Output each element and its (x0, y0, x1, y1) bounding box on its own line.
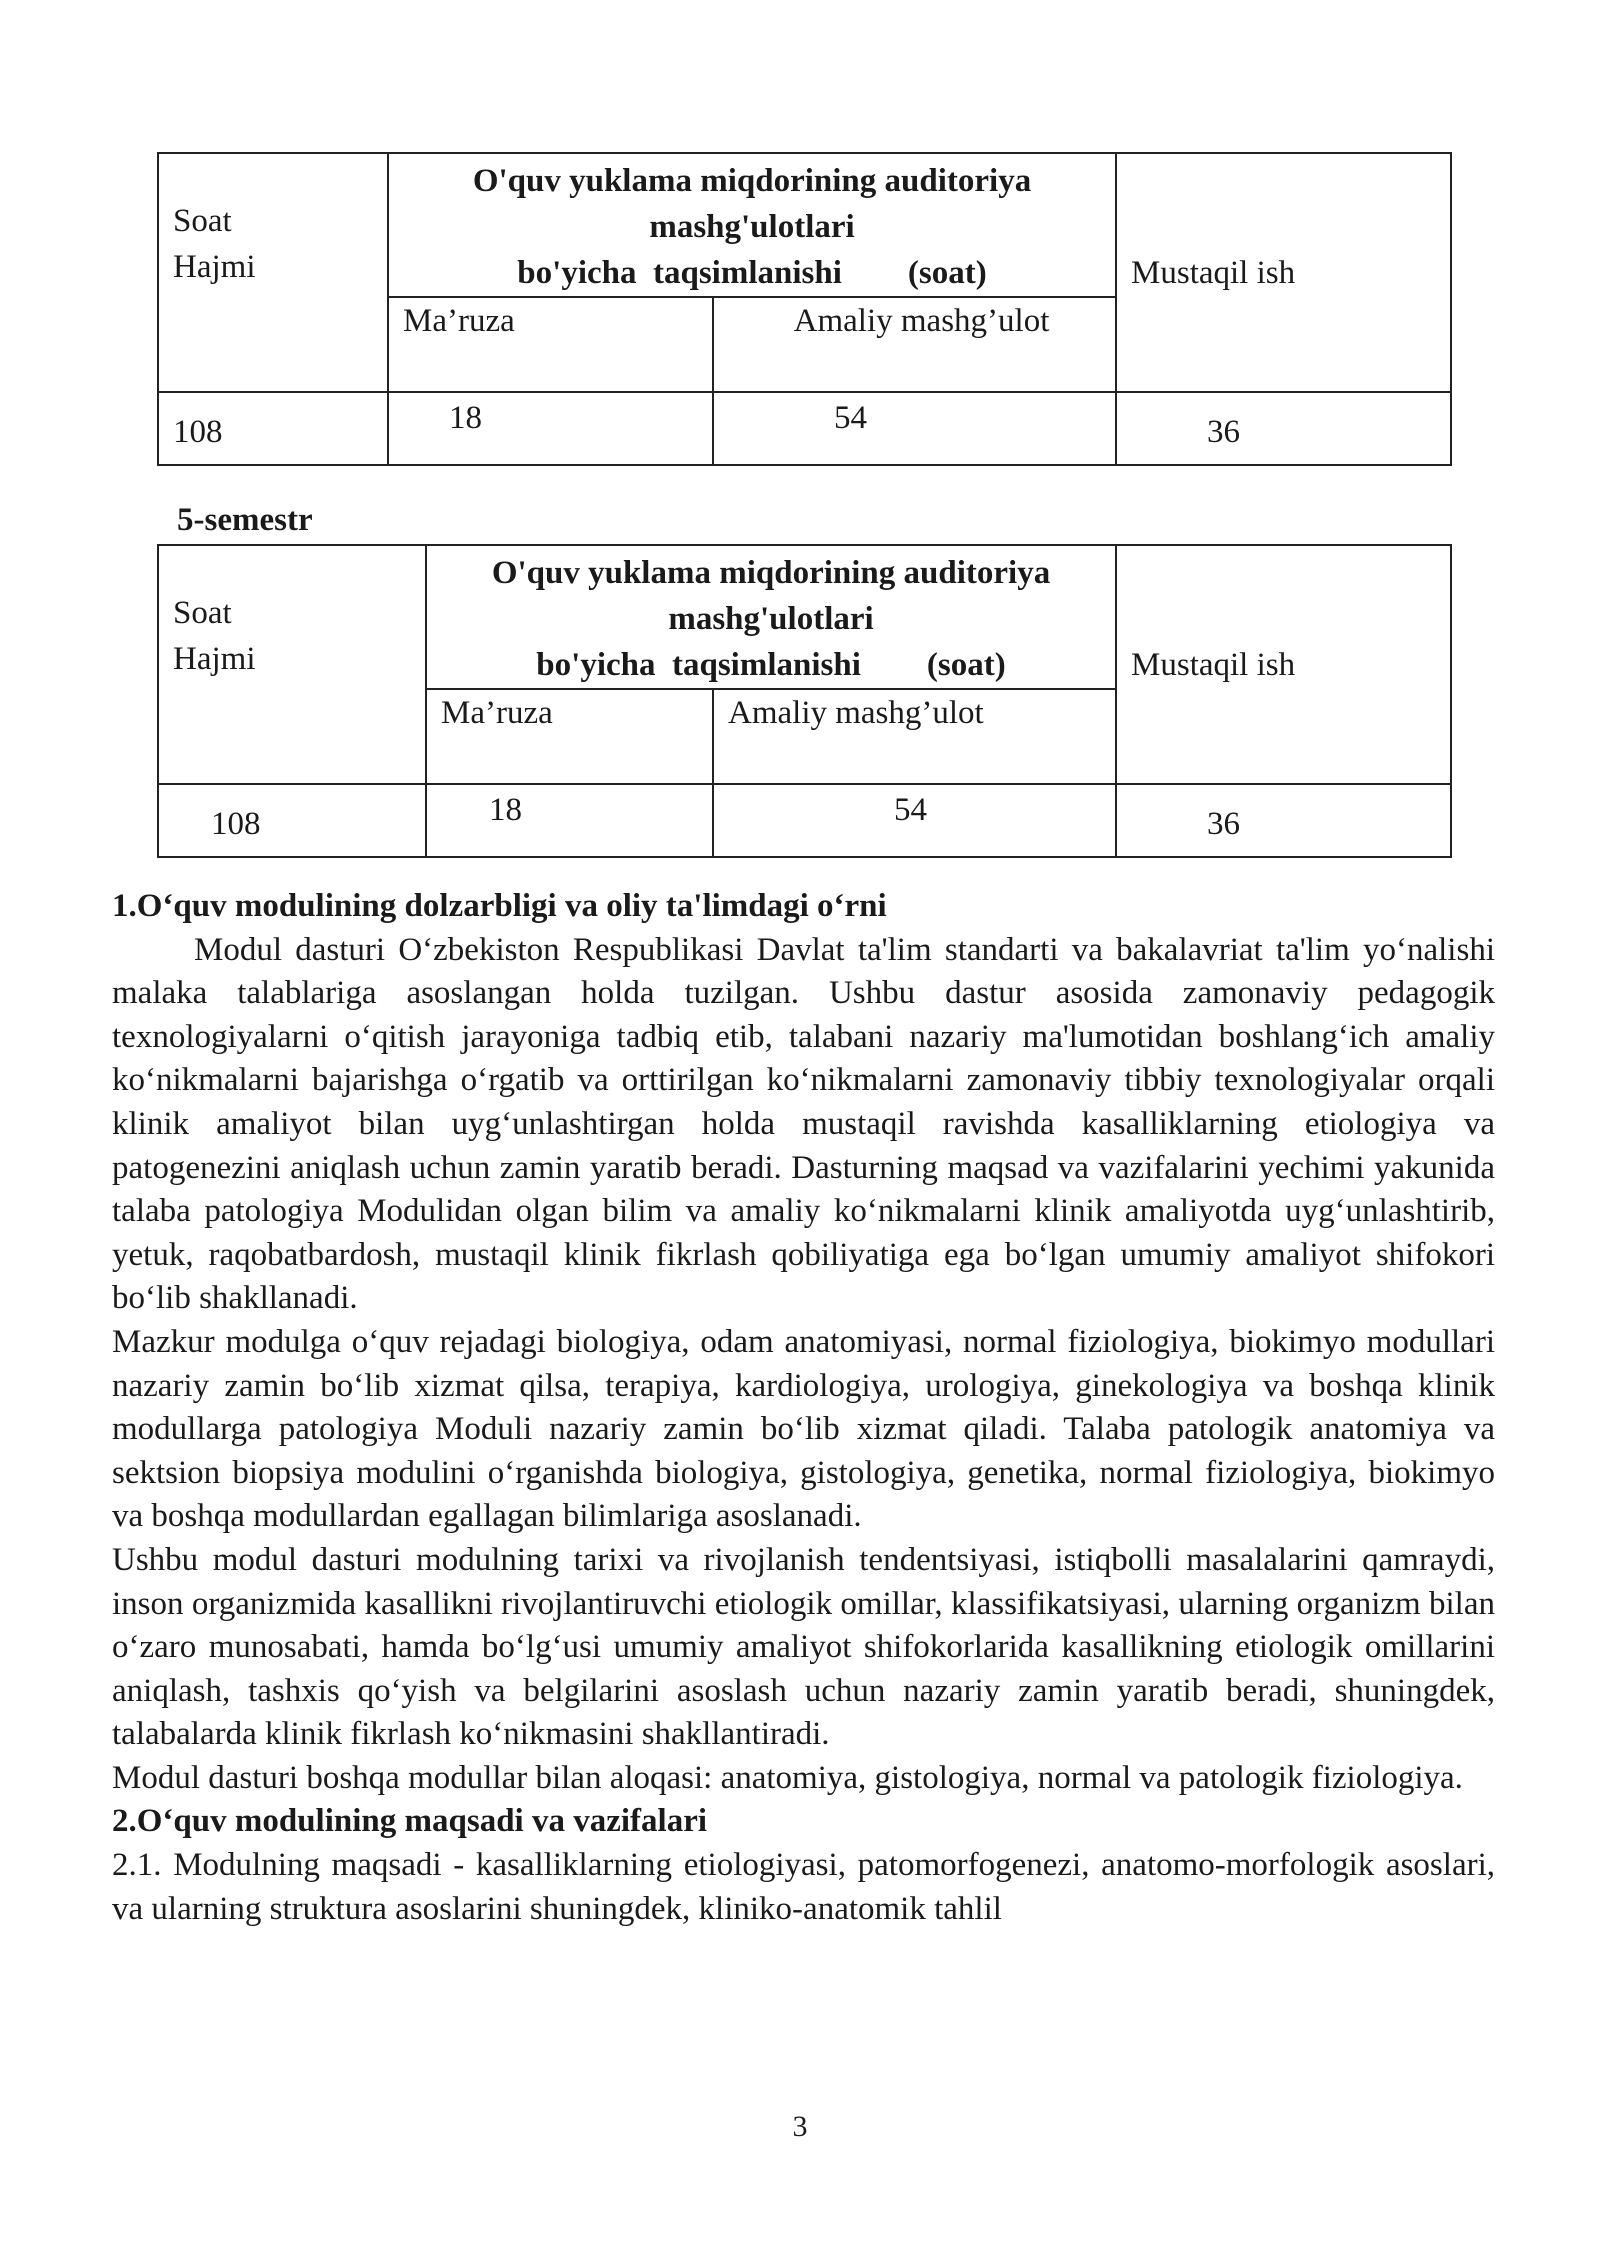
maruza-value: 18 (449, 400, 482, 436)
hajmi-label: Hajmi (173, 249, 256, 285)
semestr-label: 5-semestr (177, 502, 313, 538)
header-line-1: O'quv yuklama miqdorining auditoriya (491, 555, 1051, 591)
mustaqil-value: 36 (1207, 806, 1241, 842)
section-1-heading: 1.O‘quv modulining dolzarbligi va oliy ta'limdagi o‘rni (112, 888, 887, 924)
header-line-3: bo'yicha taqsimlanishi (soat) (536, 647, 1006, 683)
auditoriya-header (426, 545, 1116, 689)
amaliy-value: 54 (834, 400, 867, 436)
soat-label: Soat (173, 595, 232, 631)
section-1-paragraph: Modul dasturi O‘zbekiston Respublikasi Davlat ta'lim standarti va bakalavriat ta'lim yo‘nalishi malaka talablariga asoslangan holda tuzilgan. Ushbu dastur asosida zamonaviy pedagogik texnologiyalarni o‘qitish jarayoniga tadbiq etib, talabani nazariy ma'lumotidan boshlang‘ich amaliy ko‘nikmalarni bajarishga o‘rgatib va orttirilgan ko‘nikmalarni zamonaviy tibbiy texnologiyalar orqali klinik amaliyot bilan uyg‘unlashtirgan holda mustaqil ravishda kasalliklarning etiologiya va patogenezini aniqlash uchun zamin yaratib beradi. Dasturning maqsad va vazifalarini yechimi yakunida talaba patologiya Modulidan olgan bilim va amaliy ko‘nikmalarni klinik amaliyotda uyg‘unlashtirib, yetuk, raqobatbardosh, mustaqil klinik fikrlash qobiliyatiga ega bo‘lgan umumiy amaliyot shifokori bo‘lib shakllanadi. (112, 931, 1495, 1317)
section-2-heading: 2.O‘quv modulining maqsadi va vazifalari (112, 1803, 708, 1840)
maruza-value: 18 (489, 792, 522, 828)
header-line-2: mashg'ulotlari (668, 601, 874, 637)
soat-value: 108 (211, 806, 261, 842)
soat-label: Soat (173, 203, 232, 239)
section-2-paragraph: 2.1. Modulning maqsadi - kasalliklarning etiologiyasi, patomorfogenezi, anatomo-morfologik asoslari, va ularning struktura asoslarini shuningdek, kliniko-anatomik tahlil (112, 1847, 1495, 1927)
amaliy-value: 54 (894, 792, 927, 828)
amaliy-header: Amaliy mashg’ulot (713, 297, 1116, 392)
section-1-paragraph: Modul dasturi boshqa modullar bilan aloqasi: anatomiya, gistologiya, normal va patologik fiziologiya. (112, 1759, 1463, 1796)
mustaqil-value: 36 (1207, 414, 1241, 450)
amaliy-header: Amaliy mashg’ulot (713, 689, 1116, 784)
maruza-header: Ma’ruza (388, 297, 713, 392)
hours-table-2 (157, 544, 1452, 858)
table-row (158, 784, 1451, 857)
mustaqil-header: Mustaqil ish (1116, 545, 1451, 784)
document-body (112, 885, 1495, 1931)
auditoriya-header (388, 153, 1116, 297)
section-1-paragraph: Ushbu modul dasturi modulning tarixi va rivojlanish tendentsiyasi, istiqbolli masalalarini qamraydi, inson organizmida kasallikni rivojlantiruvchi etiologik omillar, klassifikatsiyasi, ularning organizm bilan o‘zaro munosabati, hamda bo‘lg‘usi umumiy amaliyot shifokorlarida kasallikning etiologik omillarini aniqlash, tashxis qo‘yish va belgilarini asoslash uchun nazariy zamin yaratib beradi, shuningdek, talabalarda klinik fikrlash ko‘nikmasini shakllantiradi. (112, 1541, 1495, 1753)
mustaqil-header: Mustaqil ish (1116, 153, 1451, 392)
soat-hajmi-header (158, 153, 388, 392)
header-line-1: O'quv yuklama miqdorining auditoriya (472, 163, 1032, 199)
maruza-header: Ma’ruza (426, 689, 713, 784)
section-1-paragraph: Mazkur modulga o‘quv rejadagi biologiya, odam anatomiyasi, normal fiziologiya, biokimyo modullari nazariy zamin bo‘lib xizmat qilsa, terapiya, kardiologiya, urologiya, ginekologiya va boshqa klinik modullarga patologiya Moduli nazariy zamin bo‘lib xizmat qiladi. Talaba patologik anatomiya va sektsion biopsiya modulini o‘rganishda biologiya, gistologiya, genetika, normal fiziologiya, biokimyo va boshqa modullardan egallagan bilimlariga asoslanadi. (112, 1323, 1495, 1535)
hours-table-1 (157, 152, 1452, 466)
soat-value: 108 (173, 414, 223, 450)
header-line-2: mashg'ulotlari (649, 209, 855, 245)
page-number: 3 (792, 2110, 808, 2143)
table-row (158, 392, 1451, 465)
soat-hajmi-header (158, 545, 426, 784)
hajmi-label: Hajmi (173, 641, 256, 677)
header-line-3: bo'yicha taqsimlanishi (soat) (517, 255, 987, 291)
